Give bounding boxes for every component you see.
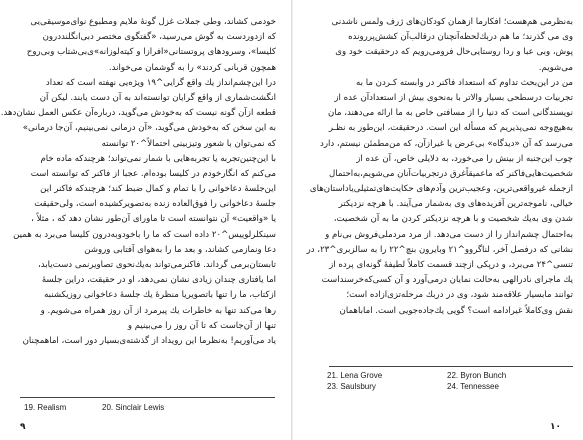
- left-text-line: کلیسا»، وسرودهای پروتستانی‌«افرازا و کیته‌لوزانه»ی‌بی‌شتاب وبی‌روح: [26, 47, 276, 58]
- left-footnote: 20. Sinclair Lewis: [102, 403, 165, 412]
- left-text-line: یا «واقعیت» آن نتوانسته است تا ماورای آن‌طور نشان دهد که ، مثلاً ،: [31, 214, 276, 225]
- right-text-line: چوب این‌جنبه از بینش را می‌خورد، به دلایلی خاص، آن عده از: [356, 153, 573, 164]
- left-footnote: 19. Realism: [24, 403, 67, 412]
- left-text-line: قطعه ازآن گونه نیست که به‌خودش می‌گوید، درباره‌آن عکس العمل نشان‌دهد.: [0, 108, 276, 119]
- right-footnote: 24. Tennessee: [447, 382, 499, 391]
- right-page-body: [306, 15, 573, 345]
- right-text-line: پوش، وبی عبا و ردا روستایی‌حال فرومی‌رویم که درحقیقت خود وی: [335, 47, 573, 58]
- right-text-line: به‌نظرمی‌ هم‌هست؛ افکارما ازهمان کودکان‌های ژرف ولمس ناشدنی: [331, 17, 573, 27]
- right-page-number: ۱۰: [550, 422, 561, 432]
- left-footnote-rule: [20, 397, 275, 398]
- right-text-line: می‌رسد که آن «دیدگاه» بی‌عرض یا غیرازآن، که من‌مطمئن نیستم، دارد: [320, 138, 573, 149]
- left-text-line: خودمی کشاند، وطی جملات غزل گونهٔ ملایم ومطبوع نوای‌موسیقی‌یی: [30, 17, 276, 27]
- left-page-body: [0, 15, 276, 371]
- right-footnote: 23. Saulsbury: [327, 382, 376, 391]
- right-text-line: نویسندگانی است که دنیا را از مسافتی خاص به ما ارائه می‌دهند، ما‌ن: [327, 108, 573, 119]
- right-text-line: به‌احتمال چشم‌انداز را از دست می‌دهد. از مرد مرد‌ملی‌فروش بی‌نام و: [325, 229, 573, 240]
- left-text-line: دعا ونمازمی کشاند، و بعد ما را به‌هوای آفتابی وروشن: [84, 244, 276, 255]
- left-text-line: رها می‌کند تنها به خاطرات یك پیرمرد از آن روز همراه می‌شویم. و: [40, 305, 276, 316]
- left-page: [0, 0, 291, 440]
- right-text-line: نشانی که درفصل آخر، لناگروو^۲۱ وبایرون بنچ^۲۲ را به سالزبری^۲۳، در: [306, 244, 573, 255]
- left-footnotes: [24, 402, 274, 413]
- right-text-line: وی می‌ گذرند؛ ما هم دربك‌لحظه‌آنچنان درقالب‌آن کشش‌پررونده: [348, 32, 573, 43]
- left-text-line: ازکتاب، ما را تنها باتصویر‌یا منظرهٔ یك جلسهٔ دعاخوانی روزیکشنبه: [44, 290, 276, 301]
- right-text-line: خیالی، ناموجه‌ترین آفریده‌های وی به‌شمار می‌آیند. با هرچه نزدیکتر: [338, 199, 573, 210]
- right-text-line: تنسی^۲۴ می‌برد، و درپکی ازچند قسمت کاملاً لطیفهٔ گونه‌ای پرده از: [329, 260, 573, 270]
- left-text-line: تنها از آن‌جا‌ست که تا آن روز را می‌بینیم و: [127, 320, 276, 331]
- right-page: [293, 0, 583, 440]
- right-text-line: توانند ما‌بسیار علاقه‌مند شود، وی در دربك مرحله‌تزی‌ازاده است؛: [346, 290, 573, 301]
- left-text-line: که نمی‌توان با شعور وتیزبینی احتمالاً^۲۰ توانسته: [101, 138, 276, 149]
- left-text-line: این‌جلسهٔ دعاخوانی را با تمام و کمال ضبط کند؛ هرچندکه فاکنر این: [40, 184, 276, 195]
- right-text-line: می‌شویم.: [538, 62, 573, 73]
- right-text-line: تجربیات درسطحی بسیار والاتر با به‌نحوی بیش از استعداد‌آن عده از: [334, 92, 573, 103]
- right-text-line: ازجمله غیرواقعی‌ترین، وعجیب‌ترین وآدم‌های حکایت‌های‌تمثیلی‌یاداستان‌های: [309, 184, 573, 195]
- right-footnote-row: [327, 381, 573, 392]
- left-text-line: یاد می‌آوریم! به‌نظرما این رویداد از گذشته‌ی‌بسیار دور است، اما‌همچنان: [22, 335, 276, 346]
- right-footnote-rule: [329, 366, 573, 367]
- right-text-line: یك ماجرای نادرالهی به‌حالت نمایان درمی‌آورد و آن کسی‌که‌خرسند‌است: [321, 275, 573, 286]
- right-footnote: 21. Lena Grove: [327, 371, 383, 380]
- left-text-line: اما یافتاری چندان زیادی نشان نمی‌دهد، او در حقیقت، دراین جلسهٔ: [41, 275, 276, 286]
- left-footnote-row: [24, 402, 274, 413]
- right-footnote: 22. Byron Bunch: [447, 371, 507, 380]
- left-text-line: که ازدوردست به گوش می‌رسید، «گفتگوی مختصر دبی‌انگلند‌درون: [42, 32, 276, 43]
- right-text-line: شدن وی به‌یك شخصیت و با هرچه نزدیکتر کردن ما به آن شخصیت،: [333, 214, 573, 225]
- left-text-line: تابستان‌برمی گرداند. فاکنرمی‌تواند به‌یك‌نحوی تصاویرنمی‌ دست‌یابد،: [37, 260, 276, 270]
- left-text-line: جلسهٔ دعاخوانی را فوق‌العاده زنده به‌تصویرکشیده است، ولی‌حقیقت: [34, 199, 276, 210]
- left-text-line: همچون قربانی کردند» را به گوشمان می‌خواند.: [108, 62, 276, 73]
- right-footnotes: [327, 370, 573, 392]
- left-text-line: می‌کنم که انگارخودم در کلیسا بوده‌ام. عجبا از فاکنر که توانسته است: [30, 168, 276, 179]
- left-text-line: با این‌چنین‌تجربه یا تجربه‌هایی با شمار نمی‌تواند؛ هرچندکه ماده خام: [40, 153, 276, 164]
- right-text-line: من در این‌بحث‌ تداوم که‌ استعداد فاکنر در وابسته کـردن ما به: [355, 77, 573, 88]
- left-page-number: ۹: [20, 422, 26, 432]
- left-text-line: انگشت‌شماری از واقع گرایان توانسته‌اند به آن دست یابند. لیکن آن: [39, 92, 276, 103]
- right-text-line: شخصیت‌هایی‌فاکنر که ماعمیقاً‌غرق درتجربیات‌آنان می‌شویم،به‌احتمال: [329, 168, 573, 179]
- left-text-line: سینکلرلوییس^۲۰ داده است که ما را باخودوبه‌درون کلیسا می‌برد به همین: [13, 229, 276, 240]
- right-text-line: به‌هیچ‌وجه نمی‌پذیریم که مسأله این است. درحقیقت، این‌طور به نظـر: [328, 123, 573, 134]
- left-text-line: به این سخن که به‌خودش می‌گوید، «آن درمانی نمی‌بینیم، آن‌جا درمانی»: [22, 123, 276, 134]
- left-text-line: درا این‌چشم‌انداز یك واقع گرایی^۱۹ ویژه‌یی نهفته است که تعداد: [45, 77, 276, 88]
- right-footnote-row: [327, 370, 573, 381]
- right-text-line: نقش وی‌کاملاً غیرادامه است؟ گویی یك‌جاده‌جویی است. امابا‌همان: [339, 305, 573, 316]
